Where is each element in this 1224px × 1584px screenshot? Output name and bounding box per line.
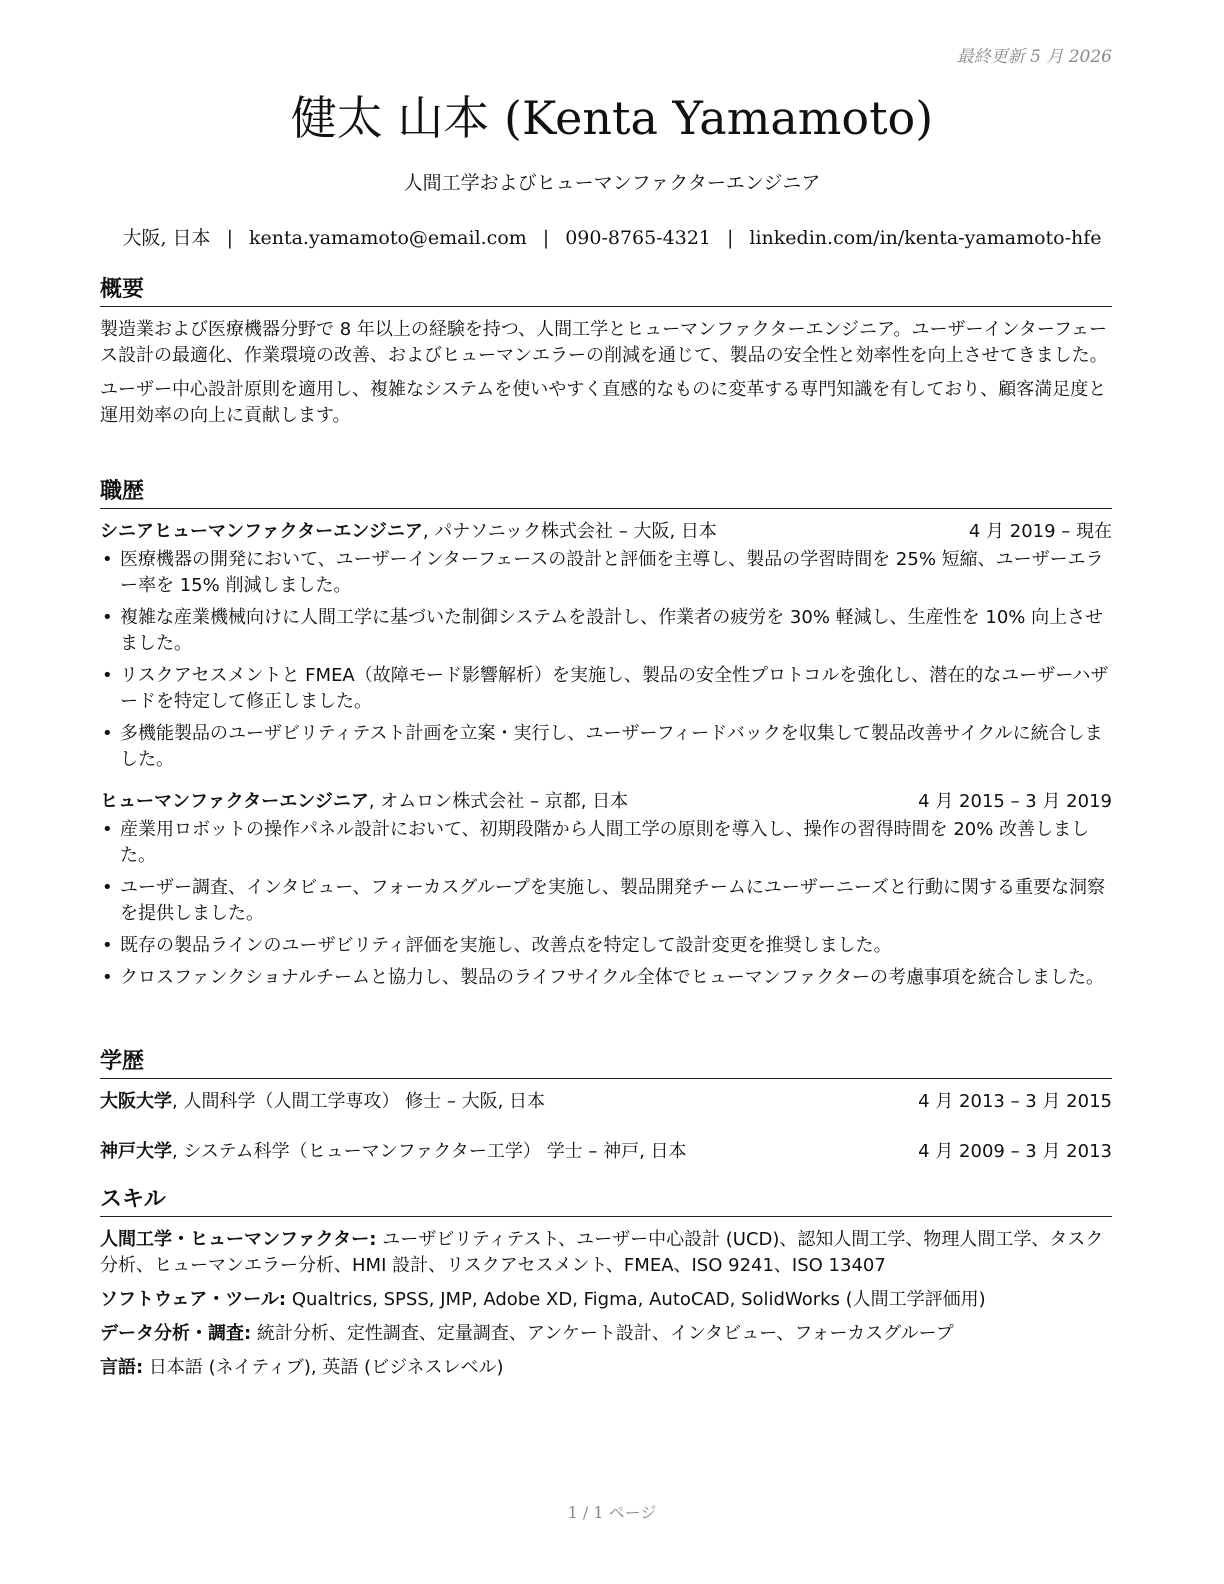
bullet-dot: •	[102, 607, 113, 628]
bullet-dot: •	[102, 877, 113, 898]
job-org: , オムロン株式会社 – 京都, 日本	[368, 791, 629, 812]
education-school: 神戸大学	[100, 1141, 172, 1162]
experience-section	[100, 478, 1112, 997]
job-header	[100, 519, 1112, 545]
resume-job-title: 人間工学およびヒューマンファクターエンジニア	[403, 172, 821, 194]
section-title-summary: 概要	[100, 276, 1112, 307]
job-role: シニアヒューマンファクターエンジニア	[100, 521, 423, 542]
education-detail: , システム科学（ヒューマンファクター工学） 学士 – 神戸, 日本	[172, 1141, 687, 1162]
contact-separator: |	[727, 227, 734, 249]
job-header	[100, 789, 1112, 815]
education-dates: 4 月 2009 – 3 月 2013	[918, 1141, 1112, 1162]
education-dates: 4 月 2013 – 3 月 2015	[918, 1091, 1112, 1112]
skill-line	[100, 1227, 1112, 1279]
contact-linkedin[interactable]: linkedin.com/in/kenta-yamamoto-hfe	[749, 227, 1102, 249]
bullet-dot: •	[102, 665, 113, 686]
contact-location: 大阪, 日本	[122, 227, 211, 249]
contact-email[interactable]: kenta.yamamoto@email.com	[248, 227, 527, 249]
job-bullets	[100, 817, 1112, 991]
summary-section	[100, 276, 1112, 437]
job-bullet: • 既存の製品ラインのユーザビリティ評価を実施し、改善点を特定して設計変更を推奨しました。	[100, 933, 1112, 959]
job-entry	[100, 519, 1112, 773]
skills-section	[100, 1186, 1112, 1389]
bullet-dot: •	[102, 723, 113, 744]
skill-line	[100, 1321, 1112, 1347]
job-bullet: • クロスファンクショナルチームと協力し、製品のライフサイクル全体でヒューマンファクターの考慮事項を統合しました。	[100, 965, 1112, 991]
skill-line	[100, 1355, 1112, 1381]
bullet-dot: •	[102, 935, 113, 956]
job-role: ヒューマンファクターエンジニア	[100, 791, 369, 812]
section-title-education: 学歴	[100, 1048, 1112, 1079]
contact-separator: |	[226, 227, 233, 249]
education-school: 大阪大学	[100, 1091, 172, 1112]
job-entry	[100, 789, 1112, 991]
job-bullet: • 多機能製品のユーザビリティテスト計画を立案・実行し、ユーザーフィードバックを収集して製品改善サイクルに統合しました。	[102, 723, 1103, 770]
section-title-experience: 職歴	[100, 478, 1112, 509]
skill-line	[100, 1287, 1112, 1313]
education-section	[100, 1048, 1112, 1165]
contact-phone[interactable]: 090-8765-4321	[565, 227, 711, 249]
section-title-skills: スキル	[100, 1186, 1112, 1217]
education-entry	[100, 1139, 1112, 1165]
job-org: , パナソニック株式会社 – 大阪, 日本	[422, 521, 717, 542]
skill-label: 人間工学・ヒューマンファクター:	[100, 1229, 377, 1250]
skill-label: ソフトウェア・ツール:	[100, 1289, 287, 1310]
skill-value: 日本語 (ネイティブ), 英語 (ビジネスレベル)	[143, 1357, 504, 1378]
bullet-dot: •	[102, 967, 113, 988]
job-bullet: • 医療機器の開発において、ユーザーインターフェースの設計と評価を主導し、製品の学習時間を 25% 短縮、ユーザーエラー率を 15% 削減しました。	[102, 549, 1104, 596]
education-detail: , 人間科学（人間工学専攻） 修士 – 大阪, 日本	[172, 1091, 546, 1112]
resume-name: 健太 山本 (Kenta Yamamoto)	[290, 91, 934, 145]
contact-line	[0, 225, 1224, 251]
job-bullet: • 産業用ロボットの操作パネル設計において、初期段階から人間工学の原則を導入し、操作の習得時間を 20% 改善しました。	[102, 819, 1090, 866]
skill-value: ユーザビリティテスト、ユーザー中心設計 (UCD)、認知人間工学、物理人間工学、タスク分析、ヒューマンエラー分析、HMI 設計、リスクアセスメント、FMEA、ISO 9241、ISO 13407	[100, 1229, 1104, 1276]
summary-paragraph: 製造業および医療機器分野で 8 年以上の経験を持つ、人間工学とヒューマンファクターエンジニア。ユーザーインターフェース設計の最適化、作業環境の改善、およびヒューマンエラーの削減を通じて、製品の安全性と効率性を向上させてきました。	[100, 319, 1108, 366]
job-bullet: • 複雑な産業機械向けに人間工学に基づいた制御システムを設計し、作業者の疲労を 30% 軽減し、生産性を 10% 向上させました。	[102, 607, 1104, 654]
contact-separator: |	[542, 227, 550, 249]
summary-paragraph: ユーザー中心設計原則を適用し、複雑なシステムを使いやすく直感的なものに変革する専門知識を有しており、顧客満足度と運用効率の向上に貢献します。	[100, 379, 1107, 426]
skill-label: 言語:	[100, 1357, 144, 1378]
page-number: 1 / 1 ページ	[567, 1503, 657, 1522]
job-dates: 4 月 2015 – 3 月 2019	[918, 791, 1112, 812]
job-dates: 4 月 2019 – 現在	[968, 521, 1112, 542]
skill-value: 統計分析、定性調査、定量調査、アンケート設計、インタビュー、フォーカスグループ	[251, 1323, 954, 1344]
job-bullet: • リスクアセスメントと FMEA（故障モード影響解析）を実施し、製品の安全性プロトコルを強化し、潜在的なユーザーハザードを特定して修正しました。	[102, 665, 1109, 712]
job-bullets	[100, 547, 1112, 773]
skill-value: Qualtrics, SPSS, JMP, Adobe XD, Figma, AutoCAD, SolidWorks (人間工学評価用)	[286, 1289, 986, 1310]
last-updated-date: 最終更新 5 月 2026	[956, 47, 1112, 67]
bullet-dot: •	[102, 819, 113, 840]
skill-label: データ分析・調査:	[100, 1323, 252, 1344]
bullet-dot: •	[102, 549, 113, 570]
job-bullet: • ユーザー調査、インタビュー、フォーカスグループを実施し、製品開発チームにユーザーニーズと行動に関する重要な洞察を提供しました。	[102, 877, 1105, 924]
education-entry	[100, 1089, 1112, 1115]
